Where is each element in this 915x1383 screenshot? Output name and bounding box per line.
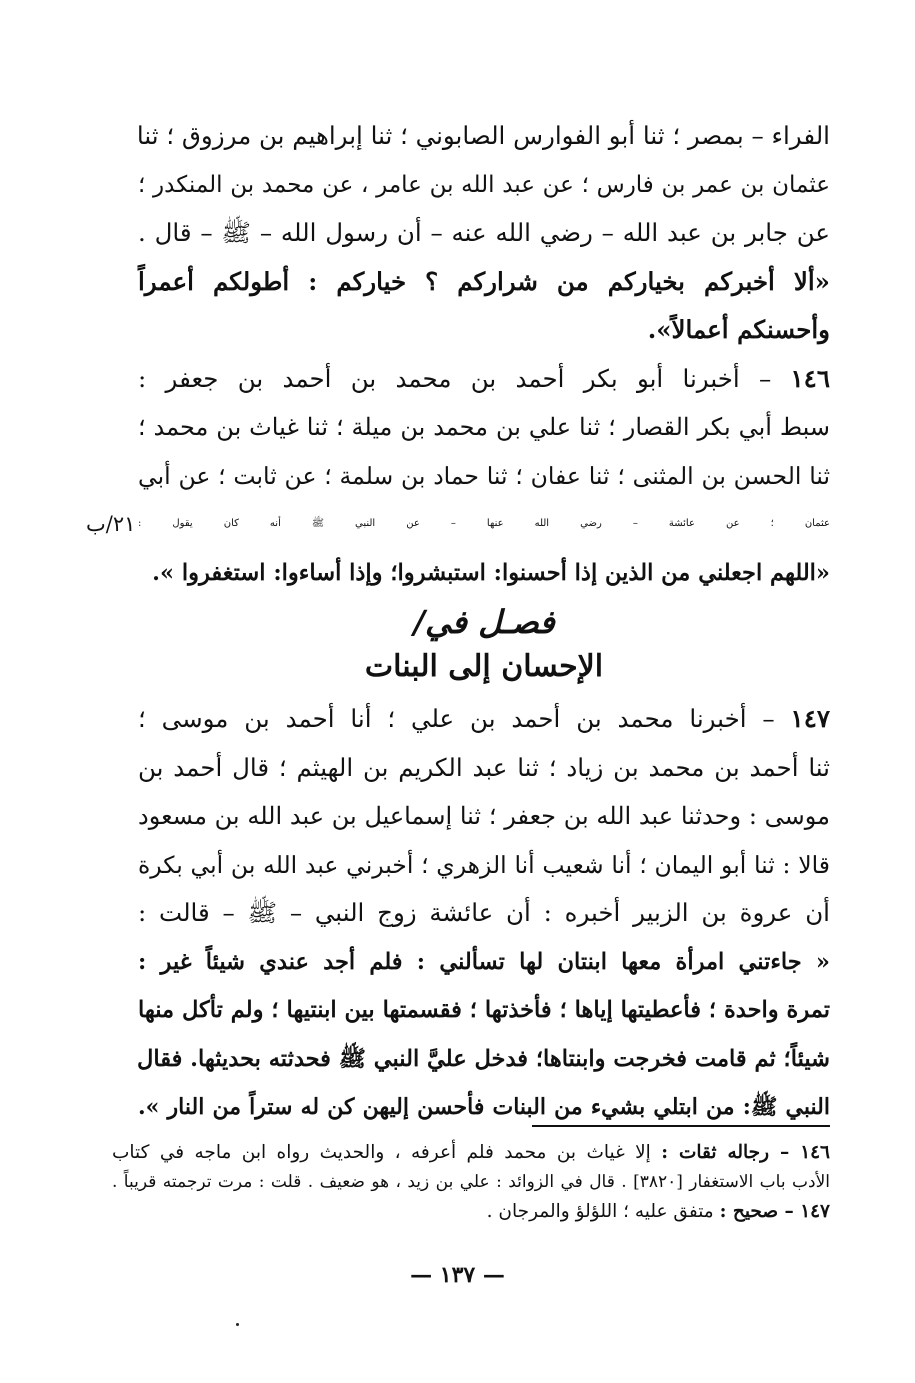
hadith-147-text-line-4: النبي ﷺ: من ابتلي بشيء من البنات فأحسن إليهن كن له ستراً من النار ». — [138, 1094, 830, 1120]
hadith-145-text-line-2: وأحسنكم أعمالاً». — [647, 315, 830, 344]
hadith-146-line-3: ثنا الحسن بن المثنى ؛ ثنا عفان ؛ ثنا حماد بن سلمة ؛ عن ثابت ؛ عن أبي — [138, 461, 830, 490]
hadith-146-number: ١٤٦ — [790, 363, 830, 393]
footnote-146-line-2: الأدب باب الاستغفار [٣٨٢٠] . قال في الزوائد : علي بن زيد ، هو ضعيف . قلت : مرت ترجمته قريباً . — [112, 1171, 830, 1192]
hadith-147-line-4: قالا : ثنا أبو اليمان ؛ أنا شعيب أنا الزهري ؛ أخبرني عبد الله بن أبي بكرة — [138, 850, 830, 879]
hadith-146-line-2: سبط أبي بكر القصار ؛ ثنا علي بن محمد بن ميلة ؛ ثنا غياث بن محمد ؛ — [138, 413, 830, 441]
hadith-145-text-line-1: «ألا أخبركم بخياركم من شراركم ؟ خياركم : أطولكم أعمراً — [138, 266, 830, 296]
body-line-2: عثمان بن عمر بن فارس ؛ عن عبد الله بن عامر ، عن محمد بن المنكدر ؛ — [138, 171, 830, 198]
hadith-147-line-1-text: – أخبرنا محمد بن أحمد بن علي ؛ أنا أحمد بن موسى ؛ — [138, 704, 775, 733]
hadith-147-line-3: موسى : وحدثنا عبد الله بن جعفر ؛ ثنا إسماعيل بن عبد الله بن مسعود — [138, 802, 830, 830]
body-line-3: عن جابر بن عبد الله – رضي الله عنه – أن رسول الله – ﷺ – قال . — [138, 218, 830, 247]
hadith-147-text-line-1: « جاءتني امرأة معها ابنتان لها تسألني : فلم أجد عندي شيئاً غير : — [138, 948, 830, 975]
footnote-147 — [112, 1197, 830, 1227]
hadith-147-line-5: أن عروة بن الزبير أخبره : أن عائشة زوج النبي – ﷺ – قالت : — [138, 898, 830, 927]
hadith-146-line-4-text: عثمان ؛ عن عائشة – رضي الله عنها – عن النبي ﷺ أنه كان يقول : — [138, 518, 830, 529]
footnote-146-label: ١٤٦ – رجاله ثقات : — [661, 1142, 830, 1163]
hadith-146-line-1 — [138, 355, 830, 404]
footnotes — [112, 1138, 830, 1227]
footnote-147-text: متفق عليه ؛ اللؤلؤ والمرجان . — [486, 1201, 714, 1222]
margin-folio-note: ٢١/ب — [86, 512, 136, 536]
hadith-147-line-1 — [138, 695, 830, 744]
hadith-147-text-line-2: تمرة واحدة ؛ فأعطيتها إياها ؛ فأخذتها ؛ فقسمتها بين ابنتيها ؛ ولم تأكل منها — [138, 997, 830, 1023]
hadith-147-line-2: ثنا أحمد بن محمد بن زياد ؛ ثنا عبد الكريم بن الهيثم ؛ قال أحمد بن — [138, 752, 830, 782]
footnote-146-line-1-text: إلا غياث بن محمد فلم أعرفه ، والحديث رواه ابن ماجه في كتاب — [112, 1142, 651, 1163]
scan-speck — [236, 1323, 239, 1326]
footnote-divider — [532, 1125, 830, 1127]
body-line-1: الفراء – بمصر ؛ ثنا أبو الفوارس الصابوني ؛ ثنا إبراهيم بن مرزوق ؛ ثنا — [136, 121, 830, 150]
page-body — [86, 112, 831, 1132]
hadith-146-line-1-text: – أخبرنا أبو بكر أحمد بن محمد بن أحمد بن جعفر : — [138, 363, 772, 393]
section-title: فصـل في/ — [413, 603, 555, 641]
footnote-146-line-1 — [112, 1138, 830, 1168]
section-subtitle: الإحسان إلى البنات — [364, 649, 604, 684]
page-number: — ١٣٧ — — [410, 1262, 505, 1288]
hadith-147-text-line-3: شيئاً؛ ثم قامت فخرجت وابنتاها؛ فدخل عليَّ النبي ﷺ فحدثته بحديثها. فقال — [137, 1045, 830, 1072]
footnote-147-label: ١٤٧ – صحيح : — [719, 1201, 830, 1222]
hadith-146-text: «اللهم اجعلني من الذين إذا أحسنوا: استبشروا؛ وإذا أساءوا: استغفروا ». — [152, 559, 830, 586]
hadith-147-number: ١٤٧ — [790, 704, 831, 733]
hadith-146-line-4 — [86, 500, 830, 549]
